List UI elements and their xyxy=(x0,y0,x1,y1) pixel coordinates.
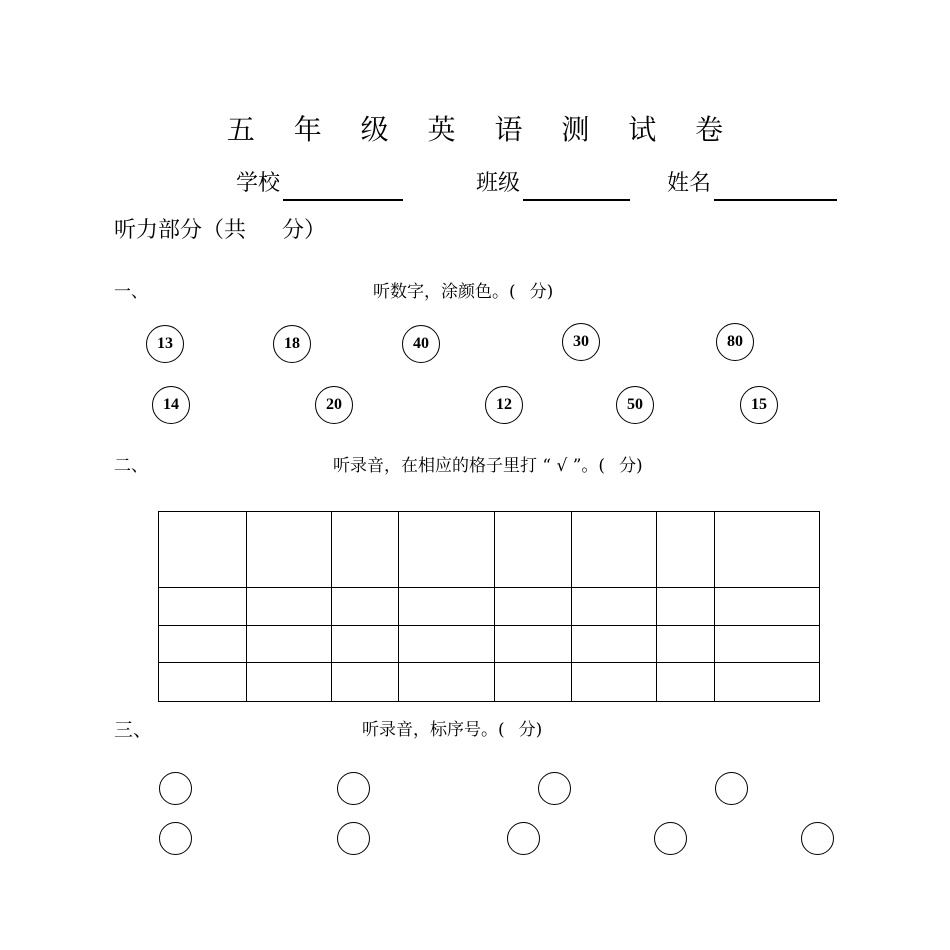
grid-cell[interactable] xyxy=(332,512,399,588)
listening-heading xyxy=(114,213,326,244)
listening-heading-post: 分） xyxy=(282,218,327,243)
grid-cell[interactable] xyxy=(657,663,715,702)
class-field[interactable] xyxy=(523,199,630,201)
grid-cell[interactable] xyxy=(399,512,495,588)
grid-header-row xyxy=(159,512,820,588)
number-circle[interactable]: 50 xyxy=(616,386,654,424)
order-circle[interactable] xyxy=(654,822,687,855)
grid-cell[interactable] xyxy=(159,512,247,588)
grid-cell[interactable] xyxy=(399,663,495,702)
section3-instruction-pre: 听录音，标序号。( xyxy=(362,720,505,740)
grid-cell[interactable] xyxy=(715,512,820,588)
grid-cell[interactable] xyxy=(332,663,399,702)
section1-instruction xyxy=(373,277,553,302)
grid-cell[interactable] xyxy=(495,626,572,663)
number-circle[interactable]: 12 xyxy=(485,386,523,424)
name-label: 姓名 xyxy=(667,171,712,196)
grid-cell[interactable] xyxy=(159,663,247,702)
grid-cell[interactable] xyxy=(657,512,715,588)
order-circle[interactable] xyxy=(159,772,192,805)
order-circle[interactable] xyxy=(715,772,748,805)
school-field[interactable] xyxy=(283,199,403,201)
grid-row xyxy=(159,663,820,702)
section3-instruction xyxy=(362,715,542,740)
order-circle[interactable] xyxy=(507,822,540,855)
section3-number: 三、 xyxy=(114,719,153,741)
grid-cell[interactable] xyxy=(332,588,399,626)
class-label: 班级 xyxy=(476,171,521,196)
grid-cell[interactable] xyxy=(247,663,332,702)
grid-cell[interactable] xyxy=(159,588,247,626)
grid-cell[interactable] xyxy=(715,588,820,626)
section3-instruction-post: 分) xyxy=(518,720,543,740)
order-circle[interactable] xyxy=(538,772,571,805)
order-circle[interactable] xyxy=(801,822,834,855)
answer-grid xyxy=(158,511,820,702)
number-circle[interactable]: 18 xyxy=(273,325,311,363)
grid-cell[interactable] xyxy=(495,588,572,626)
grid-row xyxy=(159,588,820,626)
grid-cell[interactable] xyxy=(399,626,495,663)
order-circle[interactable] xyxy=(337,822,370,855)
grid-cell[interactable] xyxy=(715,626,820,663)
grid-row xyxy=(159,626,820,663)
section1-instruction-pre: 听数字，涂颜色。( xyxy=(373,282,516,302)
grid-cell[interactable] xyxy=(572,663,657,702)
number-circle[interactable]: 15 xyxy=(740,386,778,424)
section2-instruction xyxy=(333,451,643,476)
grid-cell[interactable] xyxy=(572,588,657,626)
section2-instruction-pre: 听录音，在相应的格子里打 “ √ ”。( xyxy=(333,456,606,476)
grid-cell[interactable] xyxy=(495,663,572,702)
number-circle[interactable]: 13 xyxy=(146,325,184,363)
grid-cell[interactable] xyxy=(332,626,399,663)
number-circle[interactable]: 80 xyxy=(716,323,754,361)
grid-cell[interactable] xyxy=(572,626,657,663)
name-field[interactable] xyxy=(714,199,837,201)
listening-heading-pre: 听力部分（共 xyxy=(114,218,247,243)
number-circle[interactable]: 30 xyxy=(562,323,600,361)
grid-cell[interactable] xyxy=(657,626,715,663)
grid-cell[interactable] xyxy=(159,626,247,663)
section1-number: 一、 xyxy=(114,282,148,302)
section2-instruction-post: 分) xyxy=(619,456,643,476)
school-label: 学校 xyxy=(236,171,281,196)
section1-instruction-post: 分) xyxy=(529,282,554,302)
number-circle[interactable]: 14 xyxy=(152,386,190,424)
grid-cell[interactable] xyxy=(399,588,495,626)
grid-cell[interactable] xyxy=(247,626,332,663)
grid-cell[interactable] xyxy=(572,512,657,588)
grid-cell[interactable] xyxy=(247,512,332,588)
number-circle[interactable]: 20 xyxy=(315,386,353,424)
page-title: 五 年 级 英 语 测 试 卷 xyxy=(226,113,739,146)
grid-cell[interactable] xyxy=(715,663,820,702)
grid-cell[interactable] xyxy=(495,512,572,588)
section2-number: 二、 xyxy=(114,456,148,476)
order-circle[interactable] xyxy=(337,772,370,805)
order-circle[interactable] xyxy=(159,822,192,855)
grid-cell[interactable] xyxy=(657,588,715,626)
number-circle[interactable]: 40 xyxy=(402,325,440,363)
grid-cell[interactable] xyxy=(247,588,332,626)
